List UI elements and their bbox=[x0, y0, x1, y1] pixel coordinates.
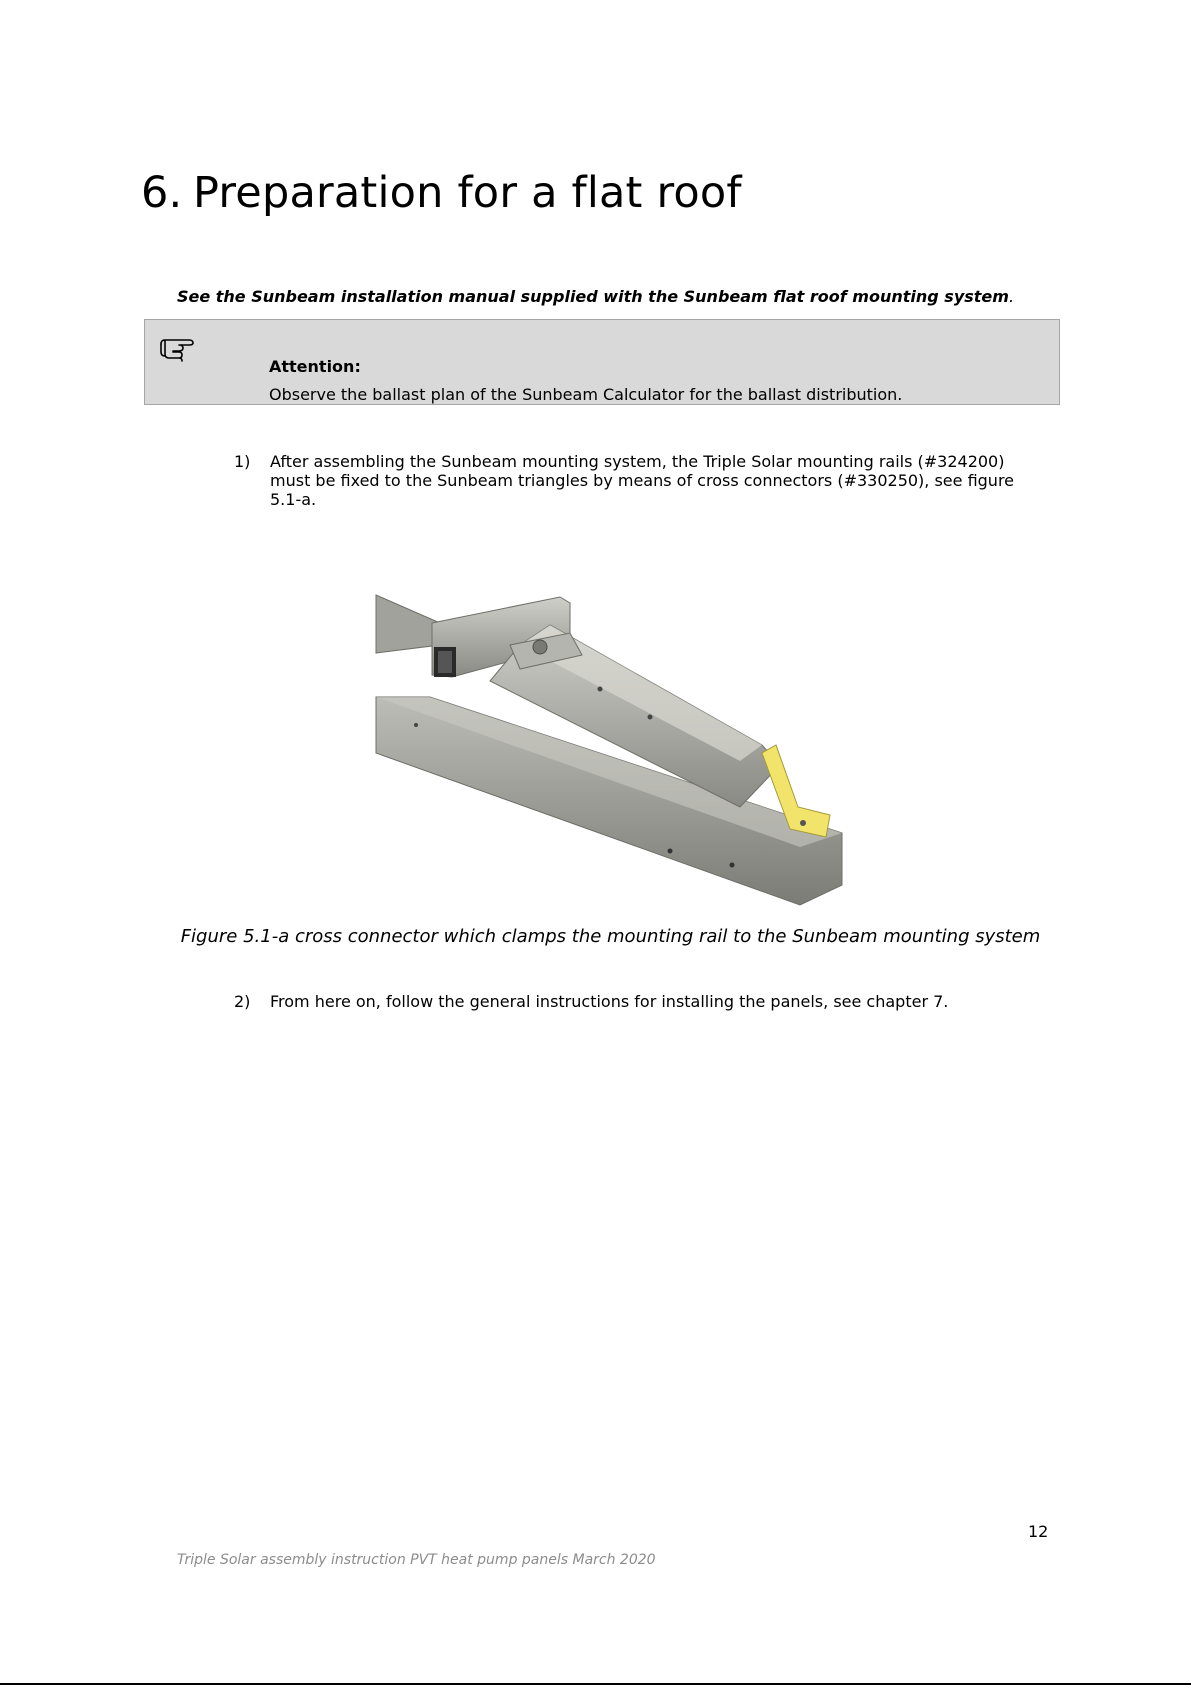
step-text: From here on, follow the general instructions for installing the panels, see chapter 7. bbox=[270, 992, 949, 1011]
attention-callout bbox=[144, 319, 1060, 405]
attention-text: Observe the ballast plan of the Sunbeam Calculator for the ballast distribution. bbox=[269, 385, 903, 404]
step-text: After assembling the Sunbeam mounting system, the Triple Solar mounting rails (#324200) must be fixed to the Sunbeam triangles by means of cross connectors (#330250), see figure 5.1-a. bbox=[270, 452, 1015, 509]
intro-text: See the Sunbeam installation manual supplied with the Sunbeam flat roof mounting system bbox=[176, 287, 1009, 306]
figure-caption: Figure 5.1-a cross connector which clamps the mounting rail to the Sunbeam mounting system bbox=[180, 926, 1041, 947]
intro-period: . bbox=[1008, 287, 1015, 306]
intro-note bbox=[0, 287, 1191, 306]
cross-connector-photo bbox=[370, 585, 850, 910]
step-number: 1) bbox=[234, 452, 251, 471]
heading-title: Preparation for a flat roof bbox=[193, 168, 742, 218]
page-footer: Triple Solar assembly instruction PVT heat pump panels March 2020 bbox=[177, 1552, 656, 1568]
heading-number: 6. bbox=[141, 168, 183, 218]
step-number: 2) bbox=[234, 992, 251, 1011]
page-heading bbox=[141, 168, 742, 218]
pointing-hand-icon bbox=[159, 334, 207, 362]
cross-connector-figure bbox=[370, 585, 850, 910]
page-number: 12 bbox=[1028, 1522, 1049, 1541]
attention-title: Attention: bbox=[269, 357, 361, 376]
